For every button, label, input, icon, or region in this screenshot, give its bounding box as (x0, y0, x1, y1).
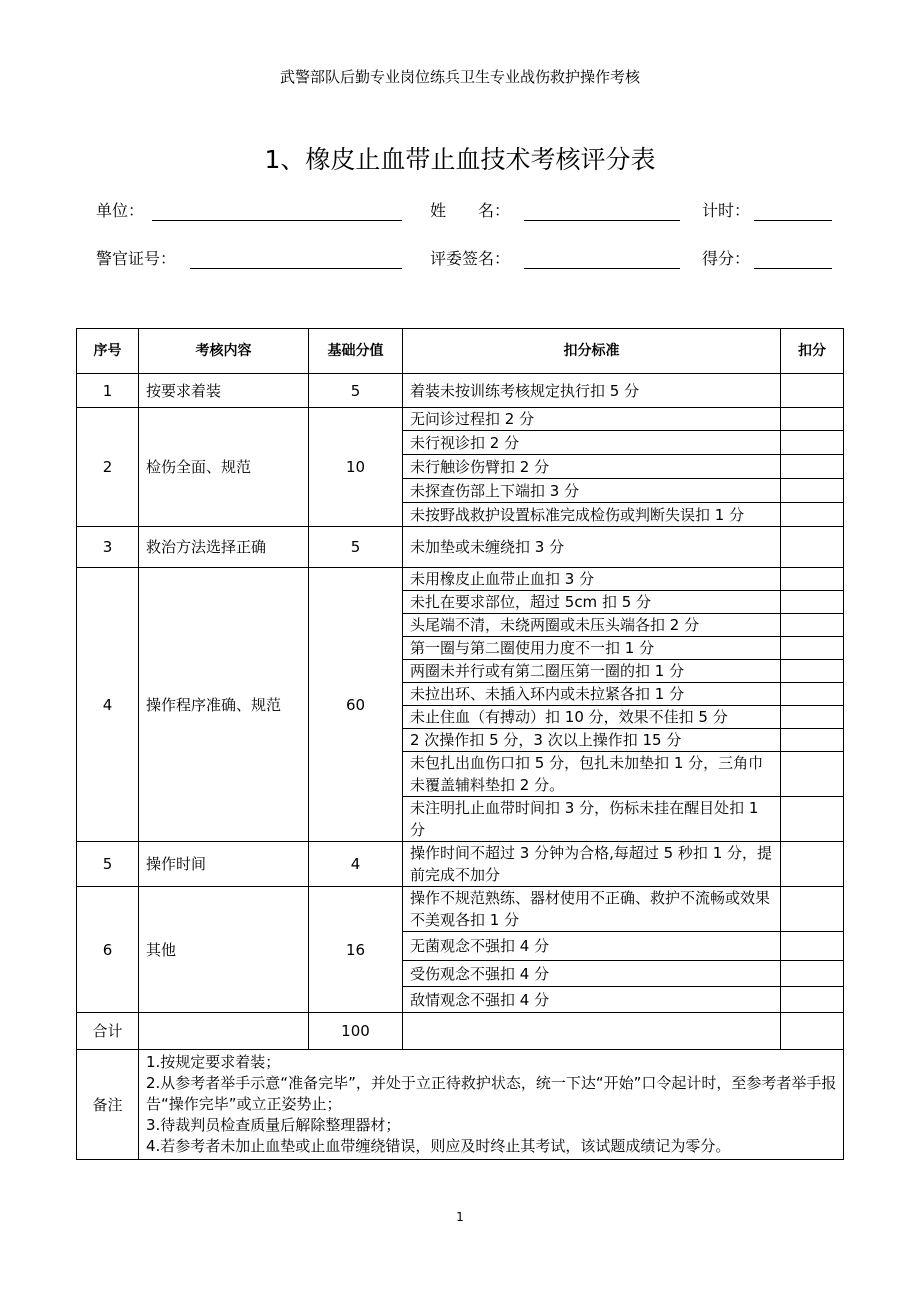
note-line: 4.若参考者未加止血垫或止血带缠绕错误，则应及时终止其考试，该试题成绩记为零分。 (146, 1137, 731, 1155)
row-points: 60 (309, 568, 403, 842)
unit-label: 单位： (96, 201, 145, 220)
header-no: 序号 (77, 329, 139, 374)
header-rules: 扣分标准 (403, 329, 781, 374)
row-number: 2 (77, 408, 139, 527)
deduction-input-cell[interactable] (781, 987, 844, 1013)
row-content: 救治方法选择正确 (139, 527, 309, 568)
info-row-1 (96, 198, 836, 222)
header-content: 考核内容 (139, 329, 309, 374)
notes-content (139, 1050, 844, 1160)
deduction-input-cell[interactable] (781, 591, 844, 614)
note-line: 1.按规定要求着装； (146, 1053, 281, 1071)
page-number: 1 (456, 1210, 464, 1224)
deduction-rule: 未包扎出血伤口扣 5 分，包扎未加垫扣 1 分，三角巾未覆盖辅料垫扣 2 分。 (403, 752, 781, 797)
officer-id-field[interactable] (190, 268, 402, 269)
time-field[interactable] (754, 220, 832, 221)
deduction-rule: 未行触诊伤臂扣 2 分 (403, 455, 781, 479)
deduction-rule: 敌情观念不强扣 4 分 (403, 987, 781, 1013)
row-content: 按要求着装 (139, 374, 309, 408)
name-label: 姓 名： (430, 201, 511, 220)
deduction-rule: 受伤观念不强扣 4 分 (403, 961, 781, 987)
deduction-input-cell[interactable] (781, 752, 844, 797)
deduction-input-cell[interactable] (781, 503, 844, 527)
name-field[interactable] (524, 220, 680, 221)
deduction-rule: 两圈未并行或有第二圈压第一圈的扣 1 分 (403, 660, 781, 683)
info-row-2 (96, 246, 836, 270)
deduction-input-cell[interactable] (781, 729, 844, 752)
judge-signature-field[interactable] (524, 268, 680, 269)
row-points: 5 (309, 374, 403, 408)
deduction-rule: 未行视诊扣 2 分 (403, 431, 781, 455)
row-points: 5 (309, 527, 403, 568)
deduction-input-cell[interactable] (781, 842, 844, 887)
row-number: 4 (77, 568, 139, 842)
deduction-rule: 第一圈与第二圈使用力度不一扣 1 分 (403, 637, 781, 660)
deduction-input-cell[interactable] (781, 961, 844, 987)
table-header-row (77, 329, 844, 374)
deduction-input-cell[interactable] (781, 455, 844, 479)
unit-field[interactable] (152, 220, 402, 221)
deduction-rule: 未用橡皮止血带止血扣 3 分 (403, 568, 781, 591)
row-number: 5 (77, 842, 139, 887)
table-row (77, 568, 844, 591)
total-content-cell (139, 1013, 309, 1050)
deduction-rule: 2 次操作扣 5 分，3 次以上操作扣 15 分 (403, 729, 781, 752)
deduction-rule: 未拉出环、未插入环内或未拉紧各扣 1 分 (403, 683, 781, 706)
deduction-input-cell[interactable] (781, 527, 844, 568)
officer-id-label: 警官证号： (96, 249, 177, 268)
table-row (77, 887, 844, 932)
row-points: 4 (309, 842, 403, 887)
row-content: 其他 (139, 887, 309, 1013)
row-number: 6 (77, 887, 139, 1013)
deduction-input-cell[interactable] (781, 374, 844, 408)
page-title: 1、橡皮止血带止血技术考核评分表 (264, 145, 656, 174)
deduction-rule: 未探查伤部上下端扣 3 分 (403, 479, 781, 503)
deduction-rule: 操作不规范熟练、器材使用不正确、救护不流畅或效果不美观各扣 1 分 (403, 887, 781, 932)
row-number: 3 (77, 527, 139, 568)
deduction-input-cell[interactable] (781, 660, 844, 683)
deduction-input-cell[interactable] (781, 614, 844, 637)
table-row (77, 842, 844, 887)
deduction-rule: 无菌观念不强扣 4 分 (403, 932, 781, 961)
row-content: 检伤全面、规范 (139, 408, 309, 527)
total-label: 合计 (77, 1013, 139, 1050)
deduction-input-cell[interactable] (781, 683, 844, 706)
deduction-input-cell[interactable] (781, 637, 844, 660)
notes-label: 备注 (77, 1050, 139, 1160)
deduction-rule: 无问诊过程扣 2 分 (403, 408, 781, 431)
total-points: 100 (309, 1013, 403, 1050)
deduction-rule: 着装未按训练考核规定执行扣 5 分 (403, 374, 781, 408)
deduction-input-cell[interactable] (781, 932, 844, 961)
row-content: 操作时间 (139, 842, 309, 887)
score-label: 得分： (702, 249, 751, 268)
total-row (77, 1013, 844, 1050)
table-row (77, 408, 844, 431)
row-number: 1 (77, 374, 139, 408)
row-content: 操作程序准确、规范 (139, 568, 309, 842)
scoring-table (76, 328, 844, 1160)
note-line: 3.待裁判员检查质量后解除整理器材； (146, 1116, 401, 1134)
deduction-rule: 头尾端不清，未绕两圈或未压头端各扣 2 分 (403, 614, 781, 637)
deduction-rule: 未注明扎止血带时间扣 3 分，伤标未挂在醒目处扣 1 分 (403, 797, 781, 842)
deduction-input-cell[interactable] (781, 706, 844, 729)
time-label: 计时： (702, 201, 751, 220)
deduction-rule: 操作时间不超过 3 分钟为合格,每超过 5 秒扣 1 分，提前完成不加分 (403, 842, 781, 887)
document-header: 武警部队后勤专业岗位练兵卫生专业战伤救护操作考核 (279, 68, 640, 86)
row-points: 10 (309, 408, 403, 527)
deduction-rule: 未止住血（有搏动）扣 10 分，效果不佳扣 5 分 (403, 706, 781, 729)
judge-signature-label: 评委签名： (430, 249, 511, 268)
deduction-input-cell[interactable] (781, 887, 844, 932)
deduction-rule: 未加垫或未缠绕扣 3 分 (403, 527, 781, 568)
total-deduction-cell[interactable] (781, 1013, 844, 1050)
header-points: 基础分值 (309, 329, 403, 374)
header-deduction: 扣分 (781, 329, 844, 374)
table-row (77, 374, 844, 408)
deduction-input-cell[interactable] (781, 568, 844, 591)
notes-row (77, 1050, 844, 1160)
deduction-input-cell[interactable] (781, 431, 844, 455)
score-field[interactable] (754, 268, 832, 269)
deduction-input-cell[interactable] (781, 479, 844, 503)
row-points: 16 (309, 887, 403, 1013)
deduction-input-cell[interactable] (781, 797, 844, 842)
note-line: 2.从参考者举手示意“准备完毕”，并处于立正待救护状态，统一下达“开始”口令起计时，至参考者举手报告“操作完毕”或立正姿势止； (146, 1074, 837, 1113)
deduction-rule: 未扎在要求部位，超过 5cm 扣 5 分 (403, 591, 781, 614)
deduction-input-cell[interactable] (781, 408, 844, 431)
table-row (77, 527, 844, 568)
total-rules-cell (403, 1013, 781, 1050)
deduction-rule: 未按野战救护设置标准完成检伤或判断失误扣 1 分 (403, 503, 781, 527)
